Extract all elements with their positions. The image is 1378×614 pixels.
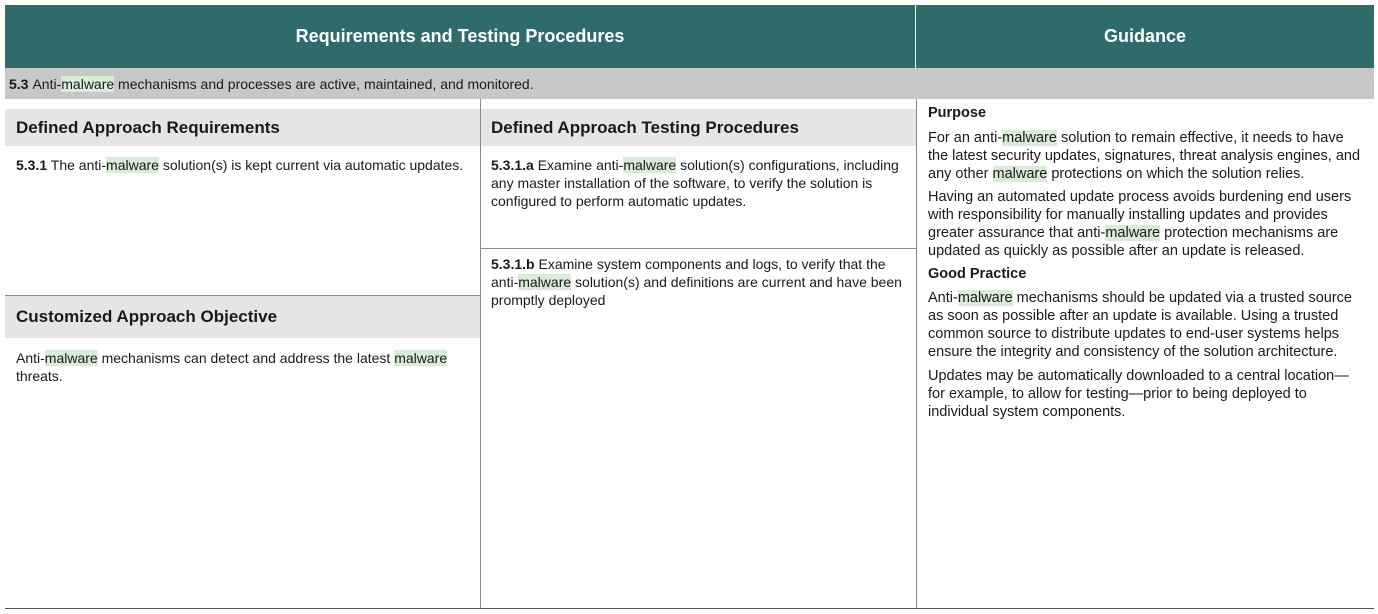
testing-procedure-a: [481, 156, 916, 210]
testing-procedures-heading: Defined Approach Testing Procedures: [481, 109, 916, 146]
section-number: 5.3: [9, 75, 29, 92]
customized-approach-text: Anti-malware mechanisms can detect and address the latest malware threats.: [16, 350, 448, 384]
requirement-5-3-1: [5, 156, 480, 174]
testing-procedure-b: [481, 255, 917, 309]
good-practice-paragraph-1: Anti-malware mechanisms should be updated via a trusted source as soon as possible after an update is available. Using a trusted common source to distribute updates to end-user systems helps ensure the integrity and consistency of the solution architecture.: [928, 290, 1352, 360]
purpose-heading: Purpose: [928, 105, 987, 121]
good-practice-paragraph-2: Updates may be automatically downloaded to a central location—for example, to allow for testing—prior to being deployed to individual system components.: [928, 368, 1349, 420]
row-divider: [481, 248, 916, 249]
header-requirements: Requirements and Testing Procedures: [5, 5, 916, 68]
section-row: [5, 68, 1374, 99]
column-defined-approach: [5, 99, 480, 609]
requirement-number: 5.3.1: [16, 157, 48, 173]
column-guidance: [916, 99, 1374, 609]
requirements-table: [5, 5, 1374, 609]
defined-approach-heading: Defined Approach Requirements: [5, 109, 480, 146]
purpose-paragraph-2: Having an automated update process avoids burdening end users with responsibility for manually installing updates and provides greater assurance that anti-malware protection mechanisms are updated as quickly as possible after an update is released.: [928, 189, 1352, 259]
testing-b-text: Examine system components and logs, to verify that the anti-malware solution(s) and definitions are current and have been promptly deployed: [491, 256, 902, 308]
testing-a-text: Examine anti-malware solution(s) configurations, including any master installation of the software, to verify the solution is configured to perform automatic updates.: [491, 157, 899, 209]
requirement-text: The anti-malware solution(s) is kept current via automatic updates.: [50, 157, 464, 173]
section-text: Anti-malware mechanisms and processes are active, maintained, and monitored.: [32, 75, 534, 92]
customized-approach-heading: Customized Approach Objective: [5, 295, 480, 338]
testing-b-number: 5.3.1.b: [491, 256, 535, 272]
table-bottom-border: [5, 608, 1374, 609]
good-practice-heading: Good Practice: [928, 266, 1027, 282]
testing-a-number: 5.3.1.a: [491, 157, 534, 173]
purpose-paragraph-1: For an anti-malware solution to remain effective, it needs to have the latest security updates, signatures, threat analysis engines, and any other malware protections on which the solution relies.: [928, 130, 1361, 182]
column-testing-procedures: [480, 99, 916, 609]
header-guidance: Guidance: [916, 5, 1374, 68]
